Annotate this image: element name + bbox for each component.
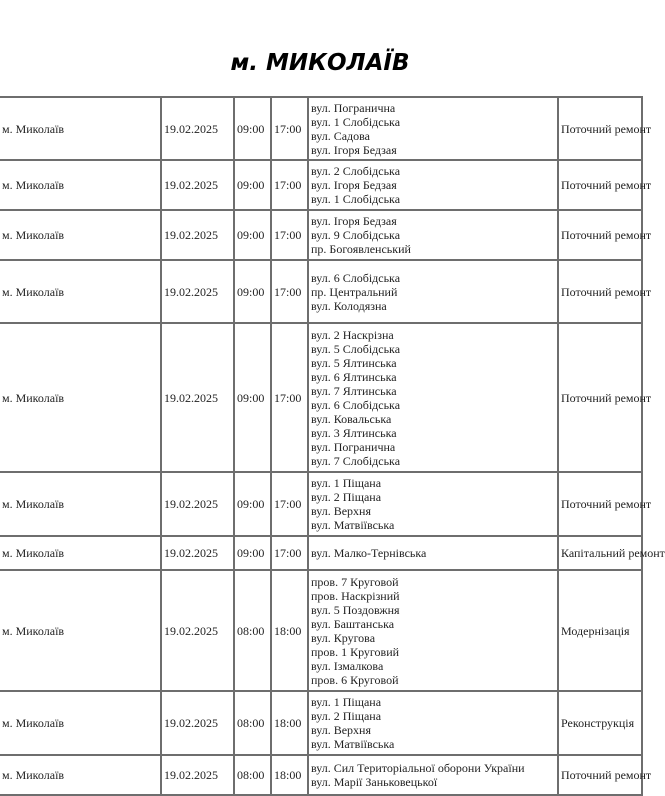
- start-time-cell: 08:00: [234, 570, 271, 691]
- end-time-cell: 18:00: [271, 691, 308, 755]
- date-cell: 19.02.2025: [161, 536, 234, 570]
- street-name: вул. Малко-Тернівська: [311, 546, 427, 560]
- streets-cell: [308, 691, 558, 755]
- work-type-cell: Поточний ремонт: [558, 210, 642, 260]
- street-name: вул. Верхня: [311, 504, 371, 518]
- street-name: вул. 6 Слобідська: [311, 270, 401, 285]
- street-name: вул. Погранична: [311, 100, 396, 115]
- street-name: вул. 7 Слобідська: [311, 453, 401, 468]
- streets-cell: [308, 755, 558, 795]
- date-cell: 19.02.2025: [161, 755, 234, 795]
- street-name: вул. 2 Піщана: [311, 490, 382, 504]
- work-type-cell: Поточний ремонт: [558, 755, 642, 795]
- streets-cell: [308, 536, 558, 570]
- start-time-cell: 09:00: [234, 472, 271, 536]
- end-time-cell: 17:00: [271, 260, 308, 323]
- table-row: [0, 260, 642, 323]
- table-row: [0, 472, 642, 536]
- street-name: вул. 5 Слобідська: [311, 341, 401, 356]
- table-row: [0, 323, 642, 472]
- streets-cell: [308, 260, 558, 323]
- street-name: вул. Сил Територіальної оборони України: [311, 761, 525, 775]
- street-name: вул. Ізмалкова: [311, 658, 384, 673]
- streets-cell: [308, 97, 558, 160]
- date-cell: 19.02.2025: [161, 323, 234, 472]
- streets-cell: [308, 323, 558, 472]
- street-name: вул. 1 Слобідська: [311, 192, 401, 206]
- table-row: [0, 755, 642, 795]
- street-name: пр. Богоявленський: [311, 242, 411, 256]
- city-cell: м. Миколаїв: [0, 472, 161, 536]
- city-cell: м. Миколаїв: [0, 755, 161, 795]
- street-name: вул. Марії Заньковецької: [311, 775, 438, 789]
- end-time-cell: 17:00: [271, 160, 308, 210]
- start-time-cell: 08:00: [234, 755, 271, 795]
- city-cell: м. Миколаїв: [0, 97, 161, 160]
- city-cell: м. Миколаїв: [0, 691, 161, 755]
- street-name: вул. 2 Піщана: [311, 709, 382, 723]
- street-name: вул. Кругова: [311, 630, 376, 645]
- work-type-cell: Капітальний ремонт: [558, 536, 642, 570]
- street-name: вул. 1 Слобідська: [311, 114, 401, 129]
- work-type-cell: Модернізація: [558, 570, 642, 691]
- street-name: пров. 6 Круговой: [311, 672, 399, 687]
- street-name: вул. 6 Слобідська: [311, 397, 401, 412]
- street-name: вул. 5 Поздовжня: [311, 602, 400, 617]
- street-name: вул. Ігоря Бедзая: [311, 214, 397, 228]
- city-cell: м. Миколаїв: [0, 160, 161, 210]
- page-title: м. МИКОЛАЇВ: [230, 50, 410, 76]
- street-name: вул. 7 Ялтинська: [311, 383, 397, 398]
- work-type-cell: Поточний ремонт: [558, 160, 642, 210]
- street-name: вул. 1 Піщана: [311, 476, 382, 490]
- street-name: вул. Ковальська: [311, 411, 392, 426]
- work-type-cell: Поточний ремонт: [558, 97, 642, 160]
- start-time-cell: 09:00: [234, 260, 271, 323]
- street-name: вул. Верхня: [311, 723, 371, 737]
- table-row: [0, 97, 642, 160]
- end-time-cell: 17:00: [271, 97, 308, 160]
- table-row: [0, 210, 642, 260]
- date-cell: 19.02.2025: [161, 260, 234, 323]
- date-cell: 19.02.2025: [161, 97, 234, 160]
- street-name: вул. 2 Слобідська: [311, 164, 401, 178]
- streets-cell: [308, 210, 558, 260]
- street-name: вул. 5 Ялтинська: [311, 355, 397, 370]
- street-name: вул. 2 Наскрізна: [311, 327, 394, 342]
- city-cell: м. Миколаїв: [0, 323, 161, 472]
- street-name: вул. Ігоря Бедзая: [311, 142, 397, 157]
- date-cell: 19.02.2025: [161, 691, 234, 755]
- street-name: вул. 3 Ялтинська: [311, 425, 397, 440]
- table-body: [0, 97, 665, 795]
- street-name: пров. Наскрізний: [311, 588, 400, 603]
- outage-schedule-table: [0, 96, 665, 796]
- city-cell: м. Миколаїв: [0, 570, 161, 691]
- date-cell: 19.02.2025: [161, 472, 234, 536]
- street-name: вул. Баштанська: [311, 616, 395, 631]
- date-cell: 19.02.2025: [161, 160, 234, 210]
- table-row: [0, 536, 642, 570]
- date-cell: 19.02.2025: [161, 570, 234, 691]
- end-time-cell: 17:00: [271, 210, 308, 260]
- work-type-cell: Реконструкція: [558, 691, 642, 755]
- start-time-cell: 09:00: [234, 536, 271, 570]
- table-row: [0, 691, 642, 755]
- street-name: вул. Погранична: [311, 439, 396, 454]
- table-row: [0, 570, 642, 691]
- start-time-cell: 08:00: [234, 691, 271, 755]
- street-name: вул. 6 Ялтинська: [311, 369, 397, 384]
- street-name: вул. 9 Слобідська: [311, 228, 401, 242]
- street-name: пров. 1 Круговий: [311, 644, 400, 659]
- street-name: пр. Центральний: [311, 284, 398, 299]
- end-time-cell: 17:00: [271, 536, 308, 570]
- work-type-cell: Поточний ремонт: [558, 323, 642, 472]
- street-name: вул. Матвіївська: [311, 737, 395, 751]
- date-cell: 19.02.2025: [161, 210, 234, 260]
- street-name: вул. Колодязна: [311, 298, 387, 313]
- city-cell: м. Миколаїв: [0, 210, 161, 260]
- start-time-cell: 09:00: [234, 323, 271, 472]
- streets-cell: [308, 160, 558, 210]
- end-time-cell: 18:00: [271, 570, 308, 691]
- street-name: вул. Садова: [311, 128, 370, 143]
- start-time-cell: 09:00: [234, 210, 271, 260]
- street-name: вул. Ігоря Бедзая: [311, 178, 397, 192]
- street-name: пров. 7 Круговой: [311, 574, 399, 589]
- end-time-cell: 18:00: [271, 755, 308, 795]
- streets-cell: [308, 570, 558, 691]
- start-time-cell: 09:00: [234, 97, 271, 160]
- street-name: вул. Матвіївська: [311, 518, 395, 532]
- work-type-cell: Поточний ремонт: [558, 260, 642, 323]
- street-name: вул. 1 Піщана: [311, 695, 382, 709]
- table-row: [0, 160, 642, 210]
- city-cell: м. Миколаїв: [0, 260, 161, 323]
- start-time-cell: 09:00: [234, 160, 271, 210]
- end-time-cell: 17:00: [271, 472, 308, 536]
- streets-cell: [308, 472, 558, 536]
- city-cell: м. Миколаїв: [0, 536, 161, 570]
- end-time-cell: 17:00: [271, 323, 308, 472]
- work-type-cell: Поточний ремонт: [558, 472, 642, 536]
